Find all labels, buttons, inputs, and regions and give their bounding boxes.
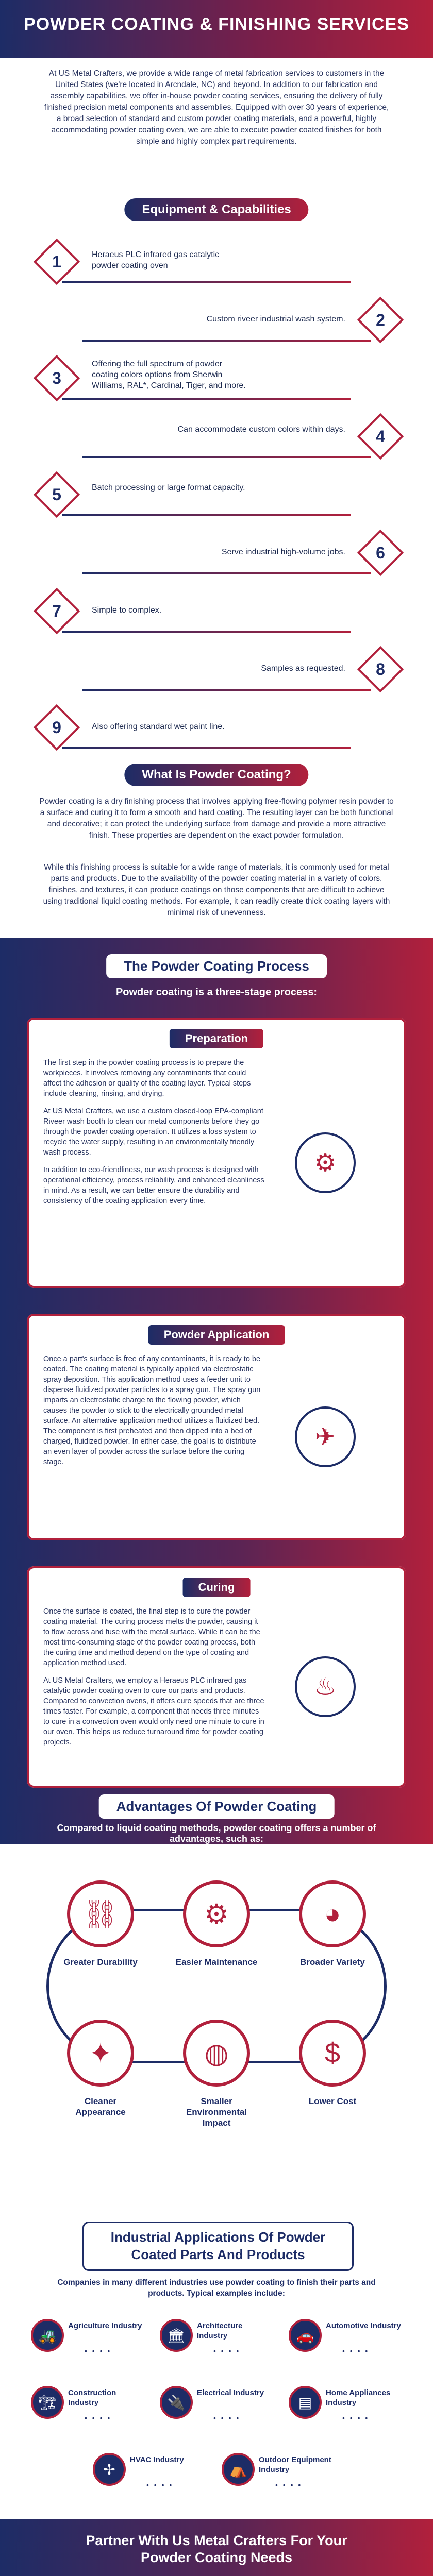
advantage-label: Broader Variety: [300, 1957, 365, 1967]
process-stage-card: [27, 1566, 406, 1788]
process-heading: The Powder Coating Process: [106, 954, 327, 978]
stage-paragraph: Once the surface is coated, the final step is to cure the powder coating material. The curing process melts the powder, causing it to flow across and fuse with the metal surface. While it can be the most time-consuming stage of the powder coating process, both the curing time and method depend on the type of coating and application method used.: [43, 1607, 260, 1667]
stage-text: [43, 1058, 265, 1213]
industry-dots: • • • •: [85, 2347, 112, 2355]
industry-item: [93, 2450, 211, 2494]
industry-label: HVAC Industry: [130, 2455, 184, 2464]
equipment-number: 7: [52, 601, 61, 620]
equipment-connector-line: [82, 456, 371, 458]
stage-title: Curing: [183, 1578, 251, 1597]
equipment-number: 4: [376, 427, 385, 446]
stage-text: [43, 1354, 265, 1475]
equipment-text: Can accommodate custom colors within days.: [177, 425, 345, 434]
building-icon: 🏛: [160, 2319, 193, 2352]
equipment-number: 8: [376, 659, 385, 679]
cta-heading-line2: Powder Coating Needs: [140, 2550, 293, 2565]
equipment-item: [0, 471, 433, 520]
equipment-connector-line: [62, 398, 351, 400]
plug-icon: 🔌: [160, 2386, 193, 2419]
equipment-number: 2: [376, 310, 385, 329]
equipment-text: Also offering standard wet paint line.: [92, 722, 225, 731]
stage-paragraph: At US Metal Crafters, we use a custom closed-loop EPA-compliant Riveer wash booth to clean our metal components before they go through the powder coating operation. It utilizes a loss system to recycle the water supply, resulting in an environmentally friendly wash process.: [43, 1107, 263, 1157]
equipment-connector-line: [62, 514, 351, 516]
cta-heading: [0, 2532, 433, 2566]
equipment-connector-line: [62, 281, 351, 283]
industry-label: Home Appliances Industry: [326, 2388, 391, 2407]
oven-worker-icon: ♨: [295, 1656, 356, 1717]
stage-paragraph: Once a part's surface is free of any contaminants, it is ready to be coated. The coating material is typically applied via electrostatic spray deposition. This application method uses a feeder unit to dispense fluidized powder particles to a spray gun. The spray gun imparts an electrostatic charge to the flowing powder, which causes the powder to stick to the electrically grounded metal surface. An alternative application method utilizes a fluidized bed. The component is first preheated and then dipped into a bed of charged, fluidized powder. In either case, the goal is to distribute an even layer of powder across the surface before the curing stage.: [43, 1355, 261, 1466]
equipment-number: 9: [52, 718, 61, 737]
process-stage-card: [27, 1018, 406, 1288]
process-subheading: Powder coating is a three-stage process:: [115, 987, 318, 998]
stage-paragraph: At US Metal Crafters, we employ a Heraeus PLC infrared gas catalytic powder coating oven to cure our parts and products. Compared to convection ovens, it offers cure speeds that are three times faster. For example, a component that needs three minutes to cure in a convection oven would only need one minute to cure in our oven. This helps us reduce turnaround time for powder coating projects.: [43, 1676, 264, 1747]
equipment-item: [0, 238, 433, 287]
advantage-label: Cleaner Appearance: [75, 2096, 126, 2117]
chain-link-icon: ⛓: [67, 1880, 134, 1947]
equipment-connector-line: [82, 689, 371, 691]
industry-item: [160, 2383, 278, 2427]
industry-label: Electrical Industry: [197, 2388, 264, 2397]
industry-label: Architecture Industry: [197, 2321, 243, 2340]
equipment-connector-line: [82, 340, 371, 342]
what-is-paragraph-1: Powder coating is a dry finishing process that involves applying free-flowing polymer resin powder to a surface and curing it to form a smooth and hard coating. The resulting layer can be both functional and decorative; it can protect the underlying surface from damage and provide a more attractive finish. These properties are dependent on the exact powder formulation.: [39, 797, 394, 840]
cta-heading-line1: Partner With Us Metal Crafters For Your: [86, 2533, 347, 2548]
equipment-number: 3: [52, 368, 61, 387]
wrench-gear-icon: ⚙: [183, 1880, 250, 1947]
equipment-text: Samples as requested.: [261, 664, 345, 673]
what-is-paragraph-2: While this finishing process is suitable for a wide range of materials, it is commonly used for metal parts and products. Due to the availability of the powder coating material in a variety of colors, finishes, and textures, it can produce coatings on those components that are difficult to achieve using traditional liquid coating methods. For example, it can readily create thick coating layers with minimal risk of unevenness.: [43, 863, 390, 917]
industry-label: Outdoor Equipment Industry: [259, 2455, 331, 2474]
industries-subheading: Companies in many different industries use powder coating to finish their parts and products. Typical examples include:: [57, 2278, 376, 2298]
mower-icon: ⛺: [222, 2453, 255, 2486]
industry-dots: • • • •: [213, 2347, 241, 2355]
color-palette-icon: ◕: [299, 1880, 366, 1947]
industry-item: [160, 2316, 278, 2360]
advantage-label: Smaller Environmental Impact: [186, 2096, 247, 2128]
stage-paragraph: The first step in the powder coating process is to prepare the workpieces. It involves removing any contaminants that could affect the adhesion or quality of the coating layer. Typical steps include cleaning, rinsing, and drying.: [43, 1059, 251, 1098]
advantage-label: Greater Durability: [63, 1957, 138, 1967]
equipment-text: Batch processing or large format capacity.: [92, 483, 245, 492]
industry-label: Automotive Industry: [326, 2321, 401, 2330]
equipment-number: 6: [376, 543, 385, 562]
equipment-item: [0, 704, 433, 753]
equipment-text: Heraeus PLC infrared gas catalytic powder coating oven: [92, 250, 220, 270]
equipment-item: [0, 587, 433, 637]
fan-icon: ✢: [93, 2453, 126, 2486]
equipment-connector-line: [62, 747, 351, 749]
industry-dots: • • • •: [85, 2414, 112, 2422]
industry-label: Agriculture Industry: [68, 2321, 142, 2330]
what-is-heading: What Is Powder Coating?: [124, 764, 308, 786]
industry-item: [289, 2383, 407, 2427]
industry-dots: • • • •: [342, 2414, 370, 2422]
tractor-icon: 🚜: [31, 2319, 64, 2352]
industry-label: Construction Industry: [68, 2388, 116, 2407]
industry-dots: • • • •: [213, 2414, 241, 2422]
industry-dots: • • • •: [342, 2347, 370, 2355]
industry-item: [289, 2316, 407, 2360]
car-icon: 🚗: [289, 2319, 322, 2352]
industry-item: [31, 2316, 149, 2360]
equipment-item: [0, 646, 433, 695]
page-title: POWDER COATING & FINISHING SERVICES: [24, 14, 409, 34]
equipment-number: 5: [52, 485, 61, 504]
equipment-item: [0, 354, 433, 404]
advantages-subheading: Compared to liquid coating methods, powder coating offers a number of advantages, such as:: [57, 1823, 376, 1844]
sparkle-shield-icon: ✦: [67, 2020, 134, 2087]
industry-item: [222, 2450, 340, 2494]
title-banner: [0, 0, 433, 58]
crane-icon: 🏗: [31, 2386, 64, 2419]
industry-dots: • • • •: [146, 2481, 174, 2489]
stage-paragraph: In addition to eco-friendliness, our wash process is designed with operational efficiency, process reliability, and enhanced cleanliness in mind. As a result, we can better ensure the durability and consistency of the coating application every time.: [43, 1166, 264, 1205]
equipment-text: Serve industrial high-volume jobs.: [221, 548, 345, 556]
industries-heading-box: [82, 2222, 354, 2271]
equipment-item: [0, 296, 433, 346]
equipment-connector-line: [62, 631, 351, 633]
appliance-icon: ▤: [289, 2386, 322, 2419]
stage-text: [43, 1606, 265, 1755]
intro-paragraph: At US Metal Crafters, we provide a wide range of metal fabrication services to customers in the United States (we're located in Arcndale, NC) and beyond. In addition to our fabrication and assembly capabilities, we offer in-house powder coating services, ensuring the delivery of fully finished precision metal components and assemblies. Equipped with over 30 years of experience, a broad selection of standard and custom powder coating materials, and a powerful, highly accommodating powder coating oven, we are able to execute powder coated finishes for both simple and highly complex part requirements.: [44, 69, 389, 146]
equipment-item: [0, 413, 433, 462]
equipment-connector-line: [82, 572, 371, 574]
equipment-item: [0, 529, 433, 579]
industry-item: [31, 2383, 149, 2427]
process-stage-card: [27, 1314, 406, 1540]
advantage-label: Lower Cost: [308, 2096, 357, 2106]
stage-title: Powder Application: [148, 1325, 285, 1345]
equipment-heading: Equipment & Capabilities: [124, 198, 308, 221]
industry-dots: • • • •: [275, 2481, 303, 2489]
spray-gun-icon: ✈: [295, 1406, 356, 1467]
equipment-text: Custom riveer industrial wash system.: [206, 315, 345, 324]
advantages-heading: Advantages Of Powder Coating: [99, 1794, 335, 1819]
stage-title: Preparation: [170, 1029, 263, 1048]
equipment-text: Offering the full spectrum of powder coating colors options from Sherwin Williams, RAL*, Cardinal, Tiger, and more.: [92, 360, 246, 390]
equipment-text: Simple to complex.: [92, 606, 162, 615]
advantage-label: Easier Maintenance: [175, 1957, 258, 1967]
globe-icon: ◍: [183, 2020, 250, 2087]
equipment-number: 1: [52, 252, 61, 271]
gear-icon: ⚙: [295, 1132, 356, 1193]
industries-heading-line2: Coated Parts And Products: [131, 2247, 305, 2262]
money-icon: $: [299, 2020, 366, 2087]
industries-heading-line1: Industrial Applications Of Powder: [110, 2229, 326, 2245]
